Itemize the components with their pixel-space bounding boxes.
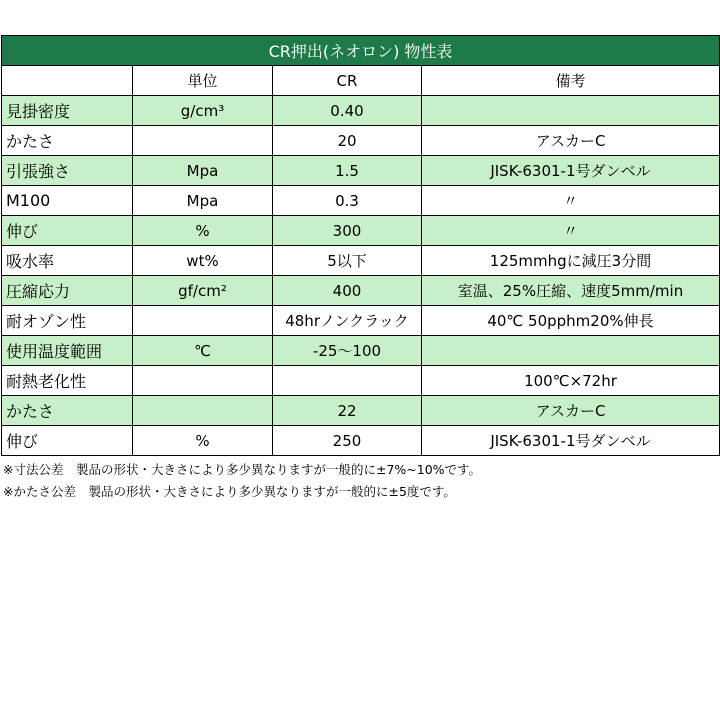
cell-unit: [133, 396, 273, 426]
table-row: [2, 216, 720, 246]
table-row: [2, 276, 720, 306]
cell-cr: 48hrノンクラック: [273, 306, 422, 336]
table-row: [2, 96, 720, 126]
cell-item: 吸水率: [2, 246, 133, 276]
table-row: [2, 426, 720, 456]
cell-cr: 300: [273, 216, 422, 246]
cell-unit: g/cm³: [133, 96, 273, 126]
cell-note: 100℃×72hr: [422, 366, 720, 396]
header-unit: 単位: [133, 66, 273, 96]
cell-note: 室温、25%圧縮、速度5mm/min: [422, 276, 720, 306]
table-row: [2, 186, 720, 216]
cell-cr: 250: [273, 426, 422, 456]
notes: [1, 459, 719, 503]
property-table: [1, 35, 720, 456]
property-sheet: [1, 35, 719, 503]
cell-unit: [133, 126, 273, 156]
header-item: [2, 66, 133, 96]
table-title: CR押出(ネオロン) 物性表: [2, 36, 720, 66]
cell-cr: 400: [273, 276, 422, 306]
cell-item: 使用温度範囲: [2, 336, 133, 366]
cell-cr: 22: [273, 396, 422, 426]
table-row: [2, 336, 720, 366]
header-note: 備考: [422, 66, 720, 96]
cell-cr: 1.5: [273, 156, 422, 186]
table-row: [2, 156, 720, 186]
table-row: [2, 246, 720, 276]
cell-cr: 0.3: [273, 186, 422, 216]
cell-unit: Mpa: [133, 186, 273, 216]
cell-unit: [133, 366, 273, 396]
cell-unit: [133, 306, 273, 336]
cell-item: かたさ: [2, 396, 133, 426]
table-row: [2, 306, 720, 336]
cell-note: 〃: [422, 186, 720, 216]
cell-unit: ℃: [133, 336, 273, 366]
cell-item: 引張強さ: [2, 156, 133, 186]
table-row: [2, 396, 720, 426]
cell-item: 伸び: [2, 426, 133, 456]
cell-item: 耐オゾン性: [2, 306, 133, 336]
cell-item: 耐熱老化性: [2, 366, 133, 396]
cell-note: 〃: [422, 216, 720, 246]
cell-cr: 5以下: [273, 246, 422, 276]
cell-note: JISK-6301-1号ダンベル: [422, 426, 720, 456]
cell-item: かたさ: [2, 126, 133, 156]
cell-unit: gf/cm²: [133, 276, 273, 306]
cell-unit: %: [133, 426, 273, 456]
cell-unit: %: [133, 216, 273, 246]
cell-note: [422, 336, 720, 366]
header-cr: CR: [273, 66, 422, 96]
note-tolerance-size: ※寸法公差 製品の形状・大きさにより多少異なりますが一般的に±7%~10%です。: [3, 462, 482, 477]
cell-note: JISK-6301-1号ダンベル: [422, 156, 720, 186]
table-row: [2, 126, 720, 156]
cell-unit: Mpa: [133, 156, 273, 186]
cell-note: アスカーC: [422, 126, 720, 156]
cell-item: 伸び: [2, 216, 133, 246]
cell-note: 125mmhgに減圧3分間: [422, 246, 720, 276]
cell-note: [422, 96, 720, 126]
cell-item: 圧縮応力: [2, 276, 133, 306]
cell-unit: wt%: [133, 246, 273, 276]
cell-cr: [273, 366, 422, 396]
cell-item: M100: [2, 186, 133, 216]
table-body: [2, 96, 720, 456]
table-row: [2, 366, 720, 396]
cell-cr: -25～100: [273, 336, 422, 366]
cell-note: 40℃ 50pphm20%伸長: [422, 306, 720, 336]
cell-cr: 0.40: [273, 96, 422, 126]
cell-cr: 20: [273, 126, 422, 156]
cell-item: 見掛密度: [2, 96, 133, 126]
header-row: [2, 66, 720, 96]
note-tolerance-hardness: ※かたさ公差 製品の形状・大きさにより多少異なりますが一般的に±5度です。: [3, 484, 456, 499]
cell-note: アスカーC: [422, 396, 720, 426]
